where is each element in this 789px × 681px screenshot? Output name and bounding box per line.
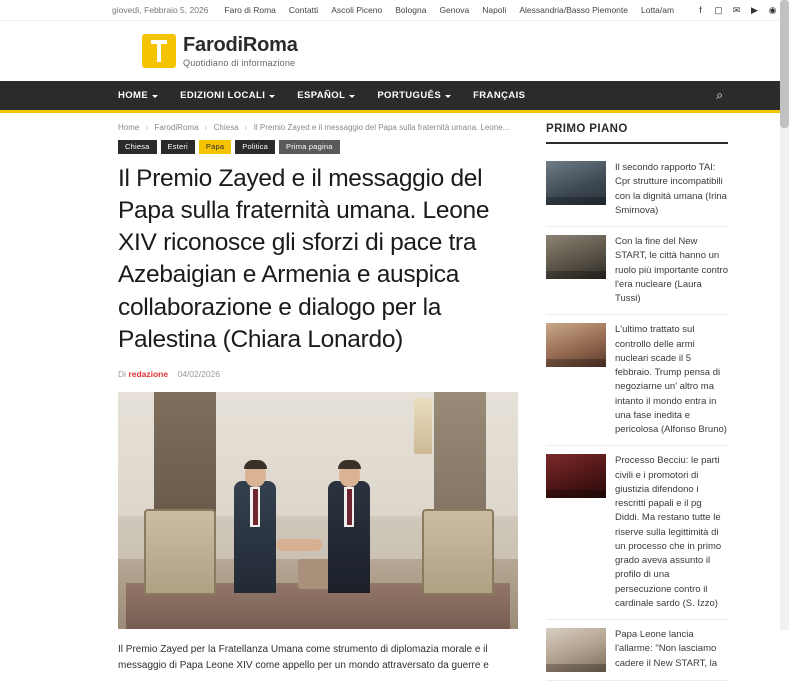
list-item[interactable] xyxy=(546,620,728,681)
chevron-down-icon xyxy=(349,95,355,98)
article-body: Il Premio Zayed per la Fratellanza Umana come strumento di diplomazia morale e il messaggio di Papa Leone XIV come appello per un mondo attraversato da guerre e xyxy=(118,644,489,672)
breadcrumb-separator: › xyxy=(244,123,248,132)
instagram-icon[interactable]: ▢ xyxy=(714,5,723,15)
nav-label-portugues: PORTUGUÊS xyxy=(377,90,442,101)
tag-politica[interactable]: Politica xyxy=(235,140,275,154)
hero-lamp xyxy=(414,398,432,454)
breadcrumb-home[interactable]: Home xyxy=(118,123,140,132)
sidebar xyxy=(546,113,728,681)
rss-icon[interactable]: ◉ xyxy=(768,5,777,15)
hero-chair-right xyxy=(422,509,494,595)
scrollbar-thumb[interactable] xyxy=(780,0,789,128)
utility-link-contatti[interactable]: Contatti xyxy=(288,5,319,15)
brand-subtitle: Quotidiano di informazione xyxy=(183,57,296,68)
page-scrollbar[interactable] xyxy=(780,0,789,630)
chevron-down-icon xyxy=(269,95,275,98)
tag-chiesa[interactable]: Chiesa xyxy=(118,140,157,154)
breadcrumb-chiesa[interactable]: Chiesa xyxy=(213,123,239,132)
nav-label-edizioni-locali: EDIZIONI LOCALI xyxy=(180,90,266,101)
list-item-title: Papa Leone lancia l'allarme: "Non lasciamo cadere il New START, la xyxy=(615,629,718,669)
nav-item-home[interactable] xyxy=(118,90,158,101)
tag-esteri[interactable]: Esteri xyxy=(161,140,195,154)
thumbnail-image xyxy=(546,628,606,672)
brand-text[interactable] xyxy=(183,35,298,68)
list-item[interactable] xyxy=(546,227,728,315)
list-item-title: Processo Becciu: le parti civili e i promotori di giustizia difendono i rescritti papali e il pg Diddi. Ma restano tutte le riserve sulla legittimità di un processo che in primo grado aveva assunto il profilo di una persecuzione contro il cardinale sardo (S. Izzo) xyxy=(615,455,722,609)
utility-link-genova[interactable]: Genova xyxy=(439,5,470,15)
category-tags xyxy=(118,140,518,154)
hero-chair-left xyxy=(144,509,216,595)
social-links xyxy=(696,0,777,21)
site-header xyxy=(0,21,789,81)
tag-papa[interactable]: Papa xyxy=(199,140,231,154)
page-title: Il Premio Zayed e il messaggio del Papa sulla fraternità umana. Leone XIV riconosce gli sforzi di pace tra Azebaigian e Armenia e auspica collaborazione e dialogo per la Palestina (Chiara Lonardo) xyxy=(118,164,490,354)
thumbnail-image xyxy=(546,323,606,367)
utility-bar xyxy=(0,0,789,21)
current-date: giovedì, Febbraio 5, 2026 xyxy=(112,5,209,15)
tag-prima-pagina[interactable]: Prima pagina xyxy=(279,140,340,154)
nav-item-francais[interactable] xyxy=(473,90,525,101)
main-navigation xyxy=(0,81,789,113)
thumbnail-image xyxy=(546,161,606,205)
nav-item-edizioni-locali[interactable] xyxy=(180,90,275,101)
byline-prefix: Di xyxy=(118,369,127,380)
hero-person-left xyxy=(228,443,280,593)
breadcrumb-current: Il Premio Zayed e il messaggio del Papa sulla fraternità umana. Leone... xyxy=(253,123,510,132)
nav-item-portugues[interactable] xyxy=(377,90,451,101)
byline-date: 04/02/2026 xyxy=(177,369,221,380)
facebook-icon[interactable]: f xyxy=(699,5,702,15)
list-item[interactable] xyxy=(546,153,728,227)
nav-item-espanol[interactable] xyxy=(297,90,355,101)
page-content xyxy=(0,113,789,681)
sidebar-title: PRIMO PIANO xyxy=(546,113,728,144)
youtube-icon[interactable]: ▶ xyxy=(751,5,758,15)
nav-label-espanol: ESPAÑOL xyxy=(297,90,346,101)
hero-person-right xyxy=(322,443,374,593)
list-item[interactable] xyxy=(546,446,728,620)
breadcrumb xyxy=(118,113,518,140)
list-item[interactable] xyxy=(546,315,728,446)
thumbnail-image xyxy=(546,454,606,498)
hero-tie xyxy=(253,489,258,525)
article-hero-image xyxy=(118,392,518,629)
hero-hair xyxy=(338,460,361,469)
thumbnail-image xyxy=(546,235,606,279)
article-byline xyxy=(118,369,518,379)
byline-author[interactable]: redazione xyxy=(128,369,169,380)
nav-label-home: HOME xyxy=(118,90,149,101)
hero-tie xyxy=(347,489,352,525)
utility-links xyxy=(224,5,674,15)
hero-hair xyxy=(244,460,267,469)
search-icon[interactable]: ⌕ xyxy=(716,88,723,102)
utility-link-ascoli-piceno[interactable]: Ascoli Piceno xyxy=(331,5,383,15)
chevron-down-icon xyxy=(445,95,451,98)
breadcrumb-farodiroma[interactable]: FarodiRoma xyxy=(154,123,199,132)
breadcrumb-separator: › xyxy=(145,123,149,132)
list-item-title: Con la fine del New START, le città hanno un ruolo più importante contro l'era nucleare (Laura Tussi) xyxy=(615,236,729,304)
article-column xyxy=(118,113,518,681)
breadcrumb-separator: › xyxy=(204,123,208,132)
nav-label-francais: FRANÇAIS xyxy=(473,90,526,101)
hero-handshake xyxy=(276,539,322,551)
list-item-title: L'ultimo trattato sul controllo delle armi nucleari scade il 5 febbraio. Trump pensa di negoziarne un' altro ma intanto il mondo entra in una fase inedita e pericolosa (Alfonso Bruno) xyxy=(615,324,727,435)
utility-link-alessandria[interactable]: Alessandria/Basso Piemonte xyxy=(519,5,628,15)
twitter-icon[interactable]: ✉ xyxy=(732,5,741,15)
utility-link-lottaam[interactable]: Lotta/am xyxy=(641,5,675,15)
list-item-title: Il secondo rapporto TAI: Cpr strutture incompatibili con la dignità umana (Irina Smirnova) xyxy=(615,162,727,216)
utility-link-napoli[interactable]: Napoli xyxy=(482,5,507,15)
utility-link-farodiroma[interactable]: Faro di Roma xyxy=(224,5,276,15)
chevron-down-icon xyxy=(152,95,158,98)
farodiroma-logo-icon[interactable] xyxy=(142,34,176,68)
utility-link-bologna[interactable]: Bologna xyxy=(395,5,427,15)
brand-title: FarodiRoma xyxy=(183,33,298,56)
